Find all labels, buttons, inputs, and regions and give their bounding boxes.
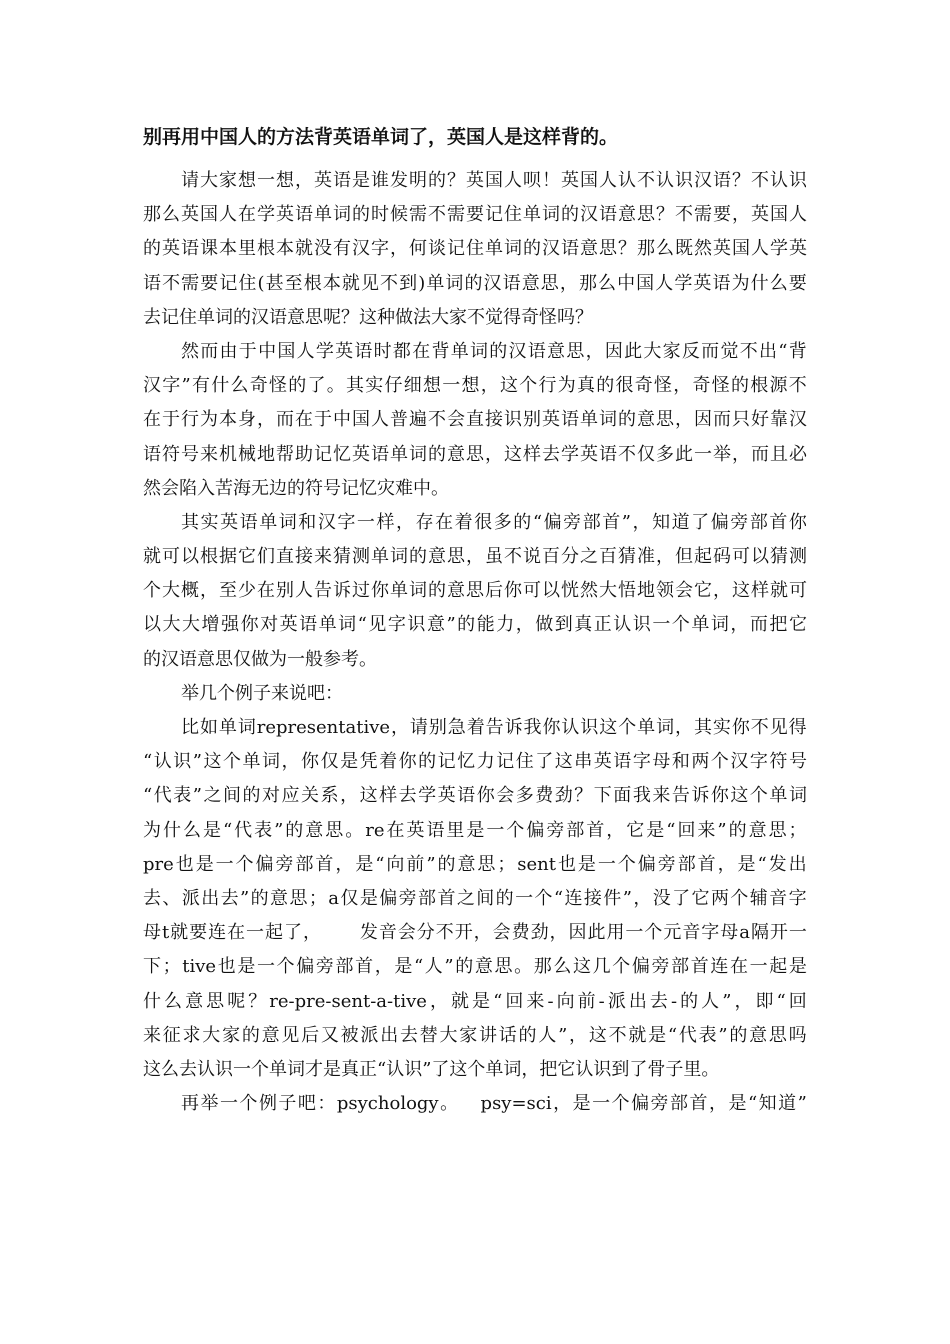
body-line: 语 不 需 要 记 住 ( 甚 至 根 本 就 见 不 到 ) 单 词 的 汉 语 意 思 ， 那 么 中 国 人 学 英 语 为 什 么 要 (143, 272, 807, 294)
body-line: pre 也 是 一 个 偏 旁 部 首 ， 是 “ 向 前 ” 的 意 思 ； sent 也 是 一 个 偏 旁 部 首 ， 是 “ 发 出 (143, 853, 807, 875)
body-line: 汉 字 ” 有 什 么 奇 怪 的 了 。 其 实 仔 细 想 一 想 ， 这 个 行 为 真 的 很 奇 怪 ， 奇 怪 的 根 源 不 (143, 375, 807, 397)
body-line: 然会陷入苦海无边的符号记忆灾难中。 (143, 477, 449, 499)
body-line: 的汉语意思仅做为一般参考。 (143, 648, 377, 670)
body-line: 语 符 号 来 机 械 地 帮 助 记 忆 英 语 单 词 的 意 思 ， 这 样 去 学 英 语 不 仅 多 此 一 举 ， 而 且 必 (143, 443, 807, 465)
body-line: 其 实 英 语 单 词 和 汉 字 一 样 ， 存 在 着 很 多 的 “ 偏 旁 部 首 ” ， 知 道 了 偏 旁 部 首 你 (181, 511, 807, 533)
document-body (143, 164, 807, 1121)
body-line: 那 么 英 国 人 在 学 英 语 单 词 的 时 候 需 不 需 要 记 住 单 词 的 汉 语 意 思 ？ 不 需 要 ， 英 国 人 (143, 204, 807, 226)
document-title: 别再用中国人的方法背英语单词了，英国人是这样背的。 (143, 126, 619, 148)
body-line: 个 大 概 ， 至 少 在 别 人 告 诉 过 你 单 词 的 意 思 后 你 可 以 恍 然 大 悟 地 领 会 它 ， 这 样 就 可 (143, 580, 807, 602)
body-line: 母 t 就 要 连 在 一 起 了 ， 发 音 会 分 不 开 ， 会 费 劲 ， 因 此 用 一 个 元 音 字 母 a 隔 开 一 (143, 922, 807, 944)
body-line: 去 、 派 出 去 ” 的 意 思 ； a 仅 是 偏 旁 部 首 之 间 的 一 个 “ 连 接 件 ” ， 没 了 它 两 个 辅 音 字 (143, 887, 807, 909)
body-line: “ 认 识 ” 这 个 单 词 ， 你 仅 是 凭 着 你 的 记 忆 力 记 住 了 这 串 英 语 字 母 和 两 个 汉 字 符 号 (143, 751, 807, 773)
body-line: 的 英 语 课 本 里 根 本 就 没 有 汉 字 ， 何 谈 记 住 单 词 的 汉 语 意 思 ？ 那 么 既 然 英 国 人 学 英 (143, 238, 807, 260)
body-line: 比 如 单 词 representative ， 请 别 急 着 告 诉 我 你 认 识 这 个 单 词 ， 其 实 你 不 见 得 (181, 717, 807, 738)
body-line: 请 大 家 想 一 想 ， 英 语 是 谁 发 明 的 ？ 英 国 人 呗 ！ 英 国 人 认 不 认 识 汉 语 ？ 不 认 识 (181, 170, 807, 191)
body-line: 在 于 行 为 本 身 ， 而 在 于 中 国 人 普 遍 不 会 直 接 识 别 英 语 单 词 的 意 思 ， 因 而 只 好 靠 汉 (143, 409, 807, 431)
body-line: 什 么 意 思 呢 ？ re-pre-sent-a-tive ， 就 是 “ 回 来 - 向 前 - 派 出 去 - 的 人 ” ， 即 “ 回 (143, 990, 807, 1012)
body-line: 就 可 以 根 据 它 们 直 接 来 猜 测 单 词 的 意 思 ， 虽 不 说 百 分 之 百 猜 准 ， 但 起 码 可 以 猜 测 (143, 546, 807, 568)
body-line: “ 代 表 ” 之 间 的 对 应 关 系 ， 这 样 去 学 英 语 你 会 多 费 劲 ？ 下 面 我 来 告 诉 你 这 个 单 词 (143, 785, 807, 807)
body-line: 以 大 大 增 强 你 对 英 语 单 词 “ 见 字 识 意 ” 的 能 力 ， 做 到 真 正 认 识 一 个 单 词 ， 而 把 它 (143, 614, 807, 636)
body-line: 去记住单词的汉语意思呢？这种做法大家不觉得奇怪吗？ (143, 306, 593, 328)
body-line: 来 征 求 大 家 的 意 见 后 又 被 派 出 去 替 大 家 讲 话 的 人 ” ， 这 不 就 是 “ 代 表 ” 的 意 思 吗 (143, 1024, 807, 1046)
body-line: 为 什 么 是 “ 代 表 ” 的 意 思 。 re 在 英 语 里 是 一 个 偏 旁 部 首 ， 它 是 “ 回 来 ” 的 意 思 ； (143, 819, 807, 841)
body-line: 这么去认识一个单词才是真正“认识”了这个单词，把它认识到了骨子里。 (143, 1058, 720, 1080)
body-line: 下 ； tive 也 是 一 个 偏 旁 部 首 ， 是 “ 人 ” 的 意 思 。 那 么 这 几 个 偏 旁 部 首 连 在 一 起 是 (143, 956, 807, 978)
body-line: 再 举 一 个 例 子 吧 ： psychology 。 psy=sci ， 是 一 个 偏 旁 部 首 ， 是 “ 知 道 ” (181, 1093, 807, 1115)
body-line: 然 而 由 于 中 国 人 学 英 语 时 都 在 背 单 词 的 汉 语 意 思 ， 因 此 大 家 反 而 觉 不 出 “ 背 (181, 340, 807, 362)
body-line: 举几个例子来说吧： (181, 682, 343, 704)
